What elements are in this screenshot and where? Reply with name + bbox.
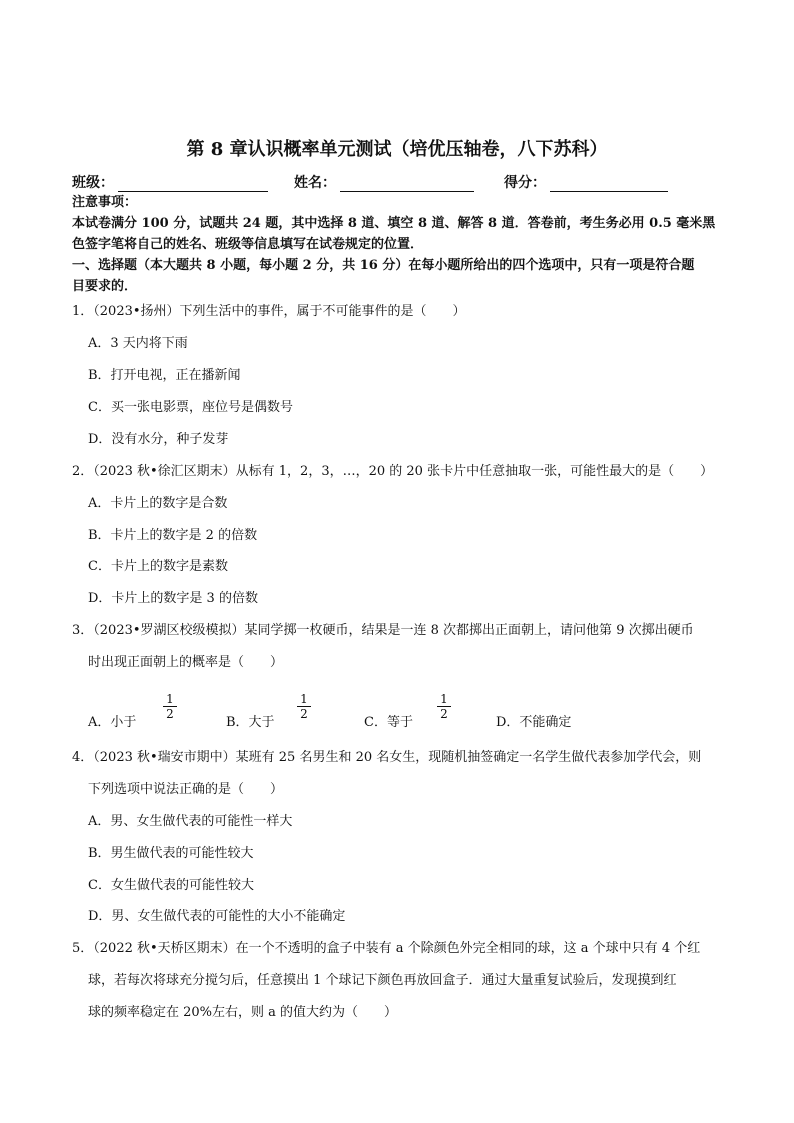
question-3-option-c[interactable]: C．等于 — [364, 715, 413, 730]
question-4-stem-cont: 下列选项中说法正确的是（ ） — [88, 782, 284, 797]
question-4-option-c[interactable]: C．女生做代表的可能性较大 — [88, 878, 254, 893]
question-4-option-d[interactable]: D．男、女生做代表的可能性的大小不能确定 — [88, 909, 346, 924]
fraction-denominator: 2 — [440, 707, 448, 721]
question-3-option-b[interactable]: B．大于 — [226, 715, 275, 730]
name-label: 姓名： — [294, 175, 336, 191]
question-1-option-c[interactable]: C．买一张电影票，座位号是偶数号 — [88, 400, 293, 415]
score-field[interactable] — [550, 177, 668, 192]
question-1-option-a[interactable]: A．3 天内将下雨 — [88, 336, 188, 351]
question-5-stem-cont-1: 球，若每次将球充分搅匀后，任意摸出 1 个球记下颜色再放回盒子．通过大量重复试验后，发现摸到红 — [88, 973, 677, 988]
name-field[interactable] — [340, 177, 474, 192]
question-3-stem-cont: 时出现正面朝上的概率是（ ） — [88, 655, 284, 670]
page-title: 第 8 章认识概率单元测试（培优压轴卷，八下苏科） — [186, 139, 608, 160]
question-4-option-a[interactable]: A．男、女生做代表的可能性一样大 — [88, 814, 293, 829]
fraction-numerator: 1 — [297, 692, 311, 707]
notes-heading: 注意事项： — [72, 195, 138, 210]
section-heading-line-2: 目要求的． — [72, 279, 138, 294]
fraction-denominator: 2 — [166, 707, 174, 721]
question-2-option-a[interactable]: A．卡片上的数字是合数 — [88, 496, 228, 511]
question-3-stem: 3．（2023•罗湖区校级模拟）某同学掷一枚硬币，结果是一连 8 次都掷出正面朝上，请问他第 9 次掷出硬币 — [72, 623, 694, 638]
fraction-numerator: 1 — [437, 692, 451, 707]
fraction-denominator: 2 — [300, 707, 308, 721]
question-3-option-a[interactable]: A．小于 — [88, 715, 137, 730]
question-3-fraction-b — [297, 692, 311, 721]
section-heading-line-1: 一、选择题（本大题共 8 小题，每小题 2 分，共 16 分）在每小题所给出的四个选项中，只有一项是符合题 — [72, 258, 695, 273]
question-3-fraction-c — [437, 692, 451, 721]
question-2-option-c[interactable]: C．卡片上的数字是素数 — [88, 559, 228, 574]
class-field[interactable] — [118, 177, 268, 192]
student-info-row — [72, 172, 668, 192]
question-3-fraction-a — [163, 692, 177, 721]
question-4-option-b[interactable]: B．男生做代表的可能性较大 — [88, 846, 254, 861]
question-5-stem: 5．（2022 秋•天桥区期末）在一个不透明的盒子中装有 a 个除颜色外完全相同的球，这 a 个球中只有 4 个红 — [72, 941, 701, 956]
question-2-option-b[interactable]: B．卡片上的数字是 2 的倍数 — [88, 528, 258, 543]
question-3-option-d[interactable]: D．不能确定 — [496, 715, 572, 730]
question-1-option-d[interactable]: D．没有水分，种子发芽 — [88, 432, 229, 447]
question-2-stem: 2．（2023 秋•徐汇区期末）从标有 1，2，3，…，20 的 20 张卡片中任意抽取一张，可能性最大的是（ ） — [72, 464, 714, 479]
question-5-stem-cont-2: 球的频率稳定在 20%左右，则 a 的值大约为（ ） — [88, 1005, 398, 1020]
question-1-stem: 1．（2023•扬州）下列生活中的事件，属于不可能事件的是（ ） — [72, 304, 466, 319]
notes-line-2: 色签字笔将自己的姓名、班级等信息填写在试卷规定的位置． — [72, 237, 424, 252]
question-1-option-b[interactable]: B．打开电视，正在播新闻 — [88, 368, 241, 383]
question-4-stem: 4．（2023 秋•瑞安市期中）某班有 25 名男生和 20 名女生，现随机抽签确定一名学生做代表参加学代会，则 — [72, 750, 702, 765]
class-label: 班级： — [72, 175, 114, 191]
score-label: 得分： — [504, 175, 546, 191]
notes-line-1: 本试卷满分 100 分，试题共 24 题，其中选择 8 道、填空 8 道、解答 8 道．答卷前，考生务必用 0.5 毫米黑 — [72, 216, 716, 231]
fraction-numerator: 1 — [163, 692, 177, 707]
question-2-option-d[interactable]: D．卡片上的数字是 3 的倍数 — [88, 591, 258, 606]
